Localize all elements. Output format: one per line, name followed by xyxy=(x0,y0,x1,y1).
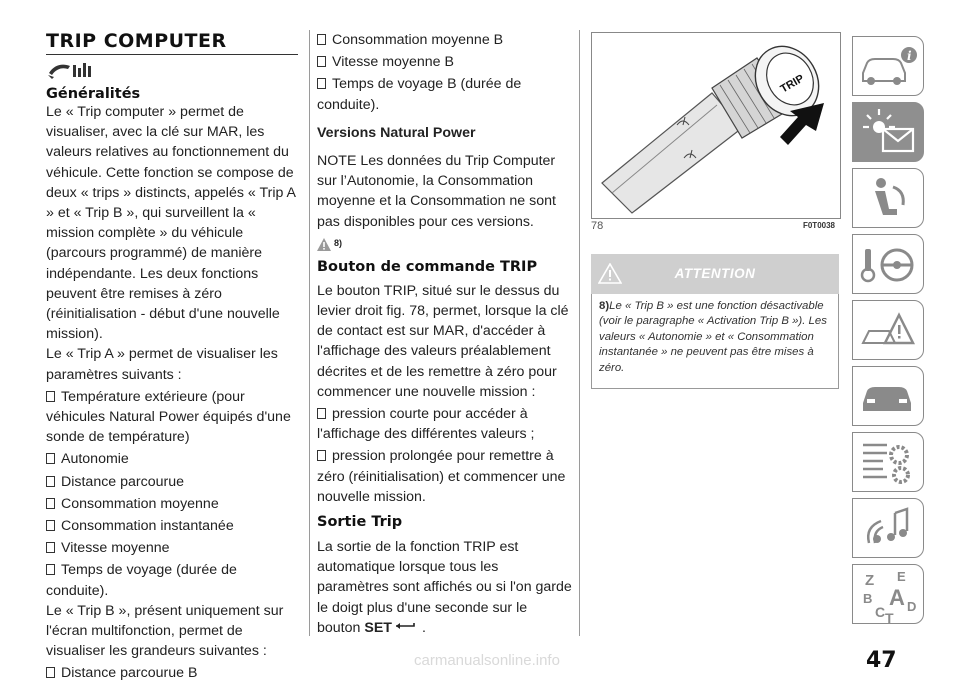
trip-symbol-icon xyxy=(46,59,298,83)
watermark: carmanualsonline.info xyxy=(414,652,560,669)
page-number: 47 xyxy=(866,648,897,673)
tab-index[interactable] xyxy=(852,564,924,624)
index-icon xyxy=(853,565,925,625)
list-item: Consommation instantanée xyxy=(46,516,298,536)
list-item: Temps de voyage (durée de conduite). xyxy=(46,562,237,599)
svg-text:E: E xyxy=(897,569,906,584)
attention-header xyxy=(591,254,839,294)
multimedia-icon xyxy=(853,499,925,559)
attention-box xyxy=(591,254,839,389)
specs-gears-icon xyxy=(853,433,925,493)
figure-78-trip-lever xyxy=(591,32,841,219)
list-item: pression prolongée pour remettre à zéro (réinitialisation) et commencer une nouvelle mission. xyxy=(317,448,566,505)
checkbox-bullet-icon xyxy=(46,520,55,531)
tab-maintenance[interactable] xyxy=(852,366,924,426)
sortie-trip-paragraph: La sortie de la fonction TRIP est automatique lorsque tous les paramètres sont affichés ou si l'on garde le doigt plus d'une seconde sur le bouton SET . xyxy=(317,539,572,636)
column-divider xyxy=(309,30,310,636)
checkbox-bullet-icon xyxy=(317,408,326,419)
tab-emergency[interactable] xyxy=(852,300,924,360)
list-item: Température extérieure (pour véhicules Natural Power équipés d'une sonde de température) xyxy=(46,388,291,446)
figure-code: F0T0038 xyxy=(802,221,835,230)
list-item: Autonomie xyxy=(46,449,298,469)
page-title: TRIP COMPUTER xyxy=(46,30,227,52)
checkbox-bullet-icon xyxy=(317,450,326,461)
warning-triangle-icon xyxy=(317,238,331,251)
list-item: Distance parcourue B xyxy=(46,663,298,683)
trip-button-label: TRIP xyxy=(778,72,807,96)
checkbox-bullet-icon xyxy=(317,56,326,67)
list-item: Distance parcourue xyxy=(46,472,298,492)
svg-text:i: i xyxy=(907,49,912,63)
checkbox-bullet-icon xyxy=(46,391,55,402)
column-right xyxy=(591,32,839,389)
car-info-icon xyxy=(853,37,925,97)
trip-b-intro: Le « Trip B », présent uniquement sur l'écran multifonction, permet de visualiser les grandeurs suivantes : xyxy=(46,602,284,660)
figure-caption xyxy=(591,218,839,234)
checkbox-bullet-icon xyxy=(46,476,55,487)
section-heading-trip-button: Bouton de commande TRIP xyxy=(317,258,538,275)
list-item: Consommation moyenne B xyxy=(317,30,573,50)
checkbox-bullet-icon xyxy=(46,667,55,678)
trip-button-paragraph: Le bouton TRIP, situé sur le dessus du levier droit fig. 78, permet, lorsque la clé de contact est sur MAR, d'accéder à l'affichage des valeurs préalablement décrites et de les remettre à zéro pour commencer une nouvelle mission : xyxy=(317,282,569,400)
car-service-icon xyxy=(853,367,925,427)
list-item: Vitesse moyenne xyxy=(46,538,298,558)
column-left xyxy=(46,30,298,684)
warning-note-ref: 8) xyxy=(317,238,573,258)
column-divider xyxy=(579,30,580,636)
key-steering-icon xyxy=(853,235,925,295)
svg-text:Z: Z xyxy=(865,572,875,589)
checkbox-bullet-icon xyxy=(46,498,55,509)
tab-starting-driving[interactable] xyxy=(852,234,924,294)
dashboard-warning-icon xyxy=(853,103,925,163)
svg-text:A: A xyxy=(889,585,905,610)
airbag-safety-icon xyxy=(853,169,925,229)
list-item: Temps de voyage B (durée de conduite). xyxy=(317,76,522,113)
tab-multimedia[interactable] xyxy=(852,498,924,558)
list-item: Vitesse moyenne B xyxy=(317,52,573,72)
checkbox-bullet-icon xyxy=(317,78,326,89)
tab-car-info[interactable] xyxy=(852,36,924,96)
natural-power-note: NOTE Les données du Trip Computer sur l’Autonomie, la Consommation moyenne et la Consommation ne sont pas disponibles pour ces versions. xyxy=(317,153,556,230)
checkbox-bullet-icon xyxy=(317,34,326,45)
attention-body: 8)Le « Trip B » est une fonction désactivable (voir le paragraphe « Activation Trip B »). Les valeurs « Autonomie » et « Consommation instantanée » ne peuvent pas être mises à zéro. xyxy=(591,294,839,389)
checkbox-bullet-icon xyxy=(46,542,55,553)
intro-paragraph: Le « Trip computer » permet de visualiser, avec la clé sur MAR, les valeurs relatives au fonctionnement du véhicule. Cette fonction se compose de deux « trips » distincts, appelés « Trip A » et « Trip B », qui surveillent la « mission complète » du véhicule (parcours programmé) de manière indépendante. Les deux fonctions peuvent être remises à zéro (réinitialisation - début d'une nouvelle mission). xyxy=(46,104,296,343)
section-heading-generalites: Généralités xyxy=(46,86,141,102)
title-underline xyxy=(46,54,298,55)
tab-dashboard[interactable] xyxy=(852,102,924,162)
tab-technical-data[interactable] xyxy=(852,432,924,492)
svg-text:D: D xyxy=(907,599,917,614)
svg-text:C: C xyxy=(875,604,886,620)
natural-power-heading: Versions Natural Power xyxy=(317,124,476,141)
list-item: Consommation moyenne xyxy=(46,494,298,514)
figure-number: 78 xyxy=(591,220,604,232)
checkbox-bullet-icon xyxy=(46,453,55,464)
trip-a-intro: Le « Trip A » permet de visualiser les paramètres suivants : xyxy=(46,346,278,383)
breakdown-warning-icon xyxy=(853,301,925,361)
attention-title: ATTENTION xyxy=(674,266,756,281)
list-item: pression courte pour accéder à l'affichage des différentes valeurs ; xyxy=(317,406,535,443)
checkbox-bullet-icon xyxy=(46,564,55,575)
return-arrow-icon xyxy=(394,621,416,633)
svg-text:B: B xyxy=(863,591,873,606)
column-middle xyxy=(317,30,573,638)
tab-safety[interactable] xyxy=(852,168,924,228)
svg-text:T: T xyxy=(885,610,894,625)
section-heading-sortie-trip: Sortie Trip xyxy=(317,514,403,531)
